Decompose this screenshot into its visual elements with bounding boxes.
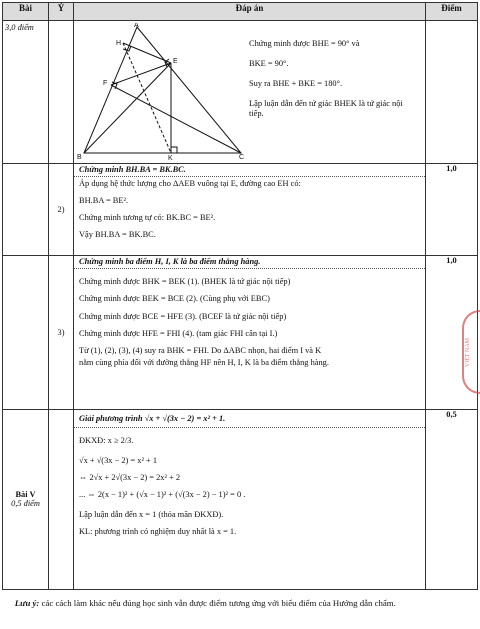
y-q2: 2) <box>49 164 74 256</box>
q1-text-block <box>249 39 419 129</box>
y-q3: 3) <box>49 256 74 409</box>
table-header-row <box>3 3 478 21</box>
label-b: B <box>77 154 82 161</box>
diem-q1 <box>426 21 478 164</box>
q3-line-4: Chứng minh được HFE = FHI (4). (tam giác FHI cân tại I.) <box>79 328 278 338</box>
q5-line-1: ĐKXĐ: x ≥ 2/3. <box>79 435 134 445</box>
label-f: F <box>103 80 108 87</box>
footnote <box>6 598 476 610</box>
header-y: Ý <box>49 3 74 21</box>
bai-q1-points: 3,0 điểm <box>3 21 49 164</box>
q3-body <box>74 269 425 376</box>
q1-line-3: Suy ra BHE + BKE = 180°. <box>249 79 343 89</box>
red-seal-stamp <box>462 310 480 394</box>
q1-line-1: Chứng minh được BHE = 90° và <box>249 39 360 48</box>
q3-line-6: nằm cùng phía đối với đường thẳng HF nên H, I, K là ba điểm thẳng hàng. <box>79 357 329 367</box>
q5-line-3: ⇔ 2√x + 2√(3x − 2) = 2x² + 2 <box>79 472 181 482</box>
q5-body <box>74 428 425 546</box>
row-q1 <box>3 21 478 164</box>
q3-line-2: Chứng minh được BEK = BCE (2). (Cùng phụ với EBC) <box>79 294 270 304</box>
header-diem: Điểm <box>426 3 478 21</box>
diem-q3: 1,0 <box>426 256 478 409</box>
label-c: C <box>239 154 245 161</box>
q3-line-3: Chứng minh được BCE = HFE (3). (BCEF là tứ giác nội tiếp) <box>79 311 287 321</box>
footnote-label: Lưu ý: <box>14 598 40 608</box>
label-k: K <box>168 155 173 161</box>
q5-line-4: ... ⇔ 2(x − 1)² + (√x − 1)² + (√(3x − 2) − 1)² = 0 . <box>79 489 246 499</box>
diem-q5: 0,5 <box>426 409 478 589</box>
q3-line-5: Từ (1), (2), (3), (4) suy ra BHK = FHI. Do ΔABC nhọn, hai điểm I và K <box>79 345 322 355</box>
y-q1 <box>49 21 74 164</box>
q1-line-4: Lập luận dẫn đến tứ giác BHEK là tứ giác nội tiếp. <box>249 99 403 119</box>
q3-answer-cell <box>74 256 426 409</box>
q5-answer-cell <box>74 409 426 589</box>
q3-heading: Chứng minh ba điểm H, I, K là ba điểm thẳng hàng. <box>74 256 425 269</box>
diem-q2: 1,0 <box>426 164 478 256</box>
q2-body <box>74 177 425 249</box>
row-q2 <box>3 164 478 256</box>
q2-line-4: Vậy BH.BA = BK.BC. <box>79 230 156 240</box>
label-a: A <box>134 23 139 29</box>
q2-heading: Chứng minh BH.BA = BK.BC. <box>74 164 425 177</box>
bai-q3 <box>3 256 49 409</box>
stamp-text: VIỆT NAM <box>465 338 471 368</box>
y-q5 <box>49 409 74 589</box>
answer-table <box>2 2 478 590</box>
q3-line-1: Chứng minh được BHK = BEK (1). (BHEK là tứ giác nội tiếp) <box>79 277 291 287</box>
q2-line-1: Áp dụng hệ thức lượng cho ΔAEB vuông tại E, đường cao EH có: <box>79 179 301 189</box>
bai-q5-cell <box>3 409 49 589</box>
q1-line-2: BKE = 90°. <box>249 59 289 69</box>
label-e: E <box>173 58 178 65</box>
q2-line-3: Chứng minh tương tự có: BK.BC = BE². <box>79 213 216 223</box>
row-q3 <box>3 256 478 409</box>
bai-q2 <box>3 164 49 256</box>
triangle-figure <box>76 23 248 161</box>
q1-answer-cell <box>74 21 426 164</box>
header-bai: Bài <box>3 3 49 21</box>
q5-line-6: KL: phương trình có nghiệm duy nhất là x = 1. <box>79 527 237 537</box>
q5-heading: Giải phương trình √x + √(3x − 2) = x² + 1. <box>74 410 425 428</box>
bai-q5-points: 0,5 điểm <box>11 499 40 509</box>
q5-line-2: √x + √(3x − 2) = x² + 1 <box>79 455 158 465</box>
label-h: H <box>116 40 122 47</box>
row-q5 <box>3 409 478 589</box>
bai-q5-title: Bài V <box>15 490 36 500</box>
header-dap-an: Đáp án <box>74 3 426 21</box>
q2-answer-cell <box>74 164 426 256</box>
footnote-text: các cách làm khác nếu đúng học sinh vẫn được điểm tương ứng với biểu điểm của Hướng dẫn chấm. <box>39 598 396 608</box>
q5-line-5: Lập luận dẫn đến x = 1 (thỏa mãn ĐKXĐ). <box>79 509 224 519</box>
q2-line-2: BH.BA = BE². <box>79 196 129 206</box>
